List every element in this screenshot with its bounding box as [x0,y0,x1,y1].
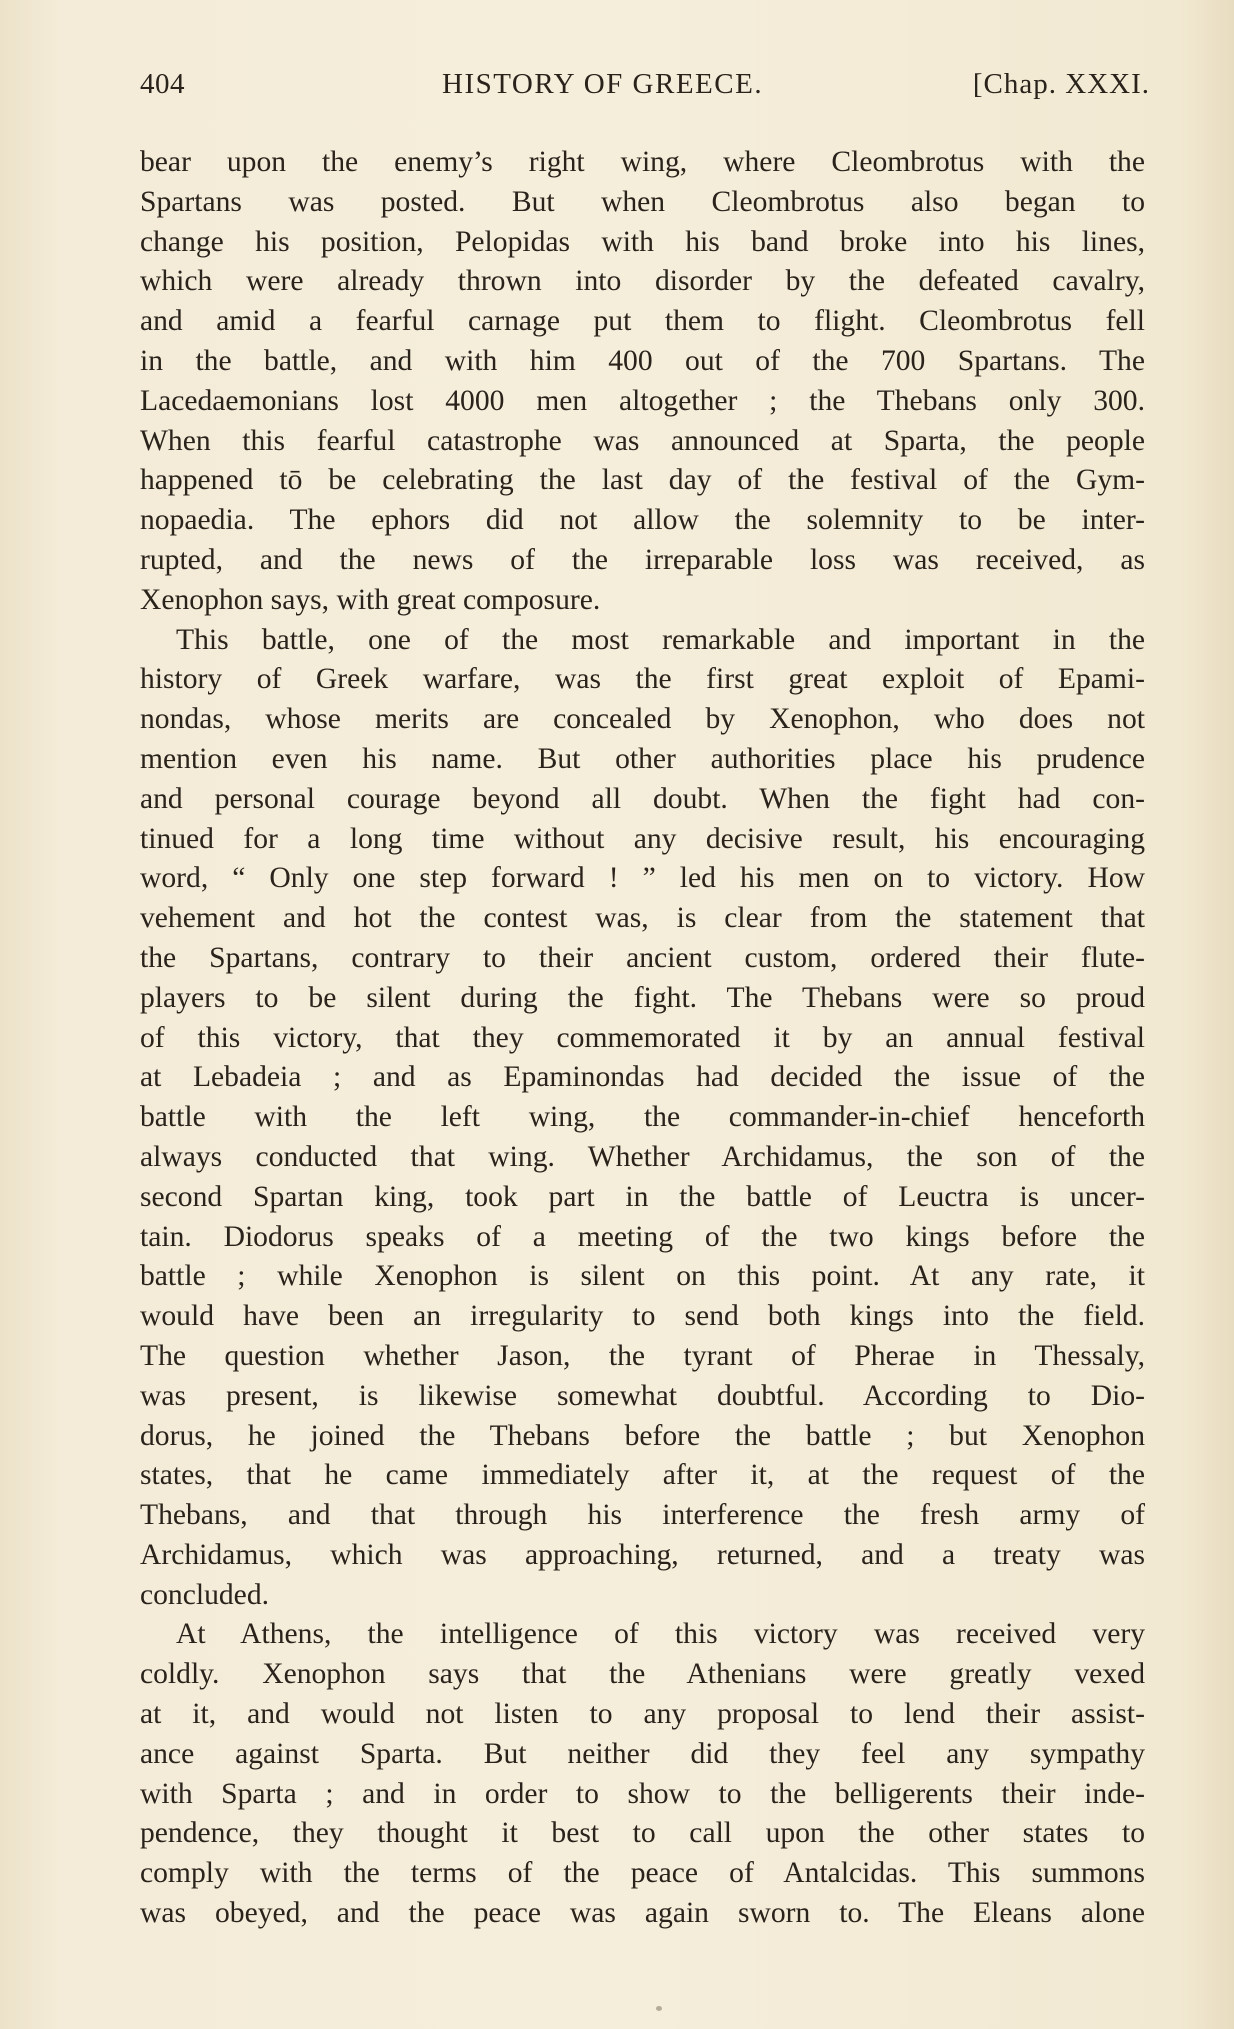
text-line: with Sparta ; and in order to show to the belligerents their inde- [140,1777,1145,1810]
text-line: states, that he came immediately after it, at the request of the [140,1459,1145,1492]
text-line: dorus, he joined the Thebans before the battle ; but Xenophon [140,1419,1145,1452]
text-line: battle with the left wing, the commander-in-chief henceforth [140,1101,1145,1134]
text-line: nondas, whose merits are concealed by Xenophon, who does not [140,703,1145,736]
text-line: second Spartan king, took part in the battle of Leuctra is uncer- [140,1180,1145,1213]
text-line: Spartans was posted. But when Cleombrotus also began to [140,185,1145,218]
text-line: always conducted that wing. Whether Archidamus, the son of the [140,1140,1145,1173]
body-text [140,143,1145,1934]
text-line: Thebans, and that through his interference the fresh army of [140,1499,1145,1532]
text-line: tinued for a long time without any decisive result, his encouraging [140,822,1145,855]
text-line: At Athens, the intelligence of this victory was received very [176,1618,1145,1651]
text-line: tain. Diodorus speaks of a meeting of the two kings before the [140,1220,1145,1253]
text-line: players to be silent during the fight. The Thebans were so proud [140,981,1145,1014]
text-line: which were already thrown into disorder by the defeated cavalry, [140,265,1145,298]
text-line: Archidamus, which was approaching, returned, and a treaty was [140,1538,1145,1571]
text-line: coldly. Xenophon says that the Athenians were greatly vexed [140,1658,1145,1691]
chapter-label: [Chap. XXXI. [972,68,1150,100]
text-line: word, “ Only one step forward ! ” led his men on to victory. How [140,862,1145,895]
text-line: The question whether Jason, the tyrant of Pherae in Thessaly, [140,1339,1145,1372]
text-line: change his position, Pelopidas with his band broke into his lines, [140,225,1145,258]
running-title: HISTORY OF GREECE. [442,68,764,100]
text-line: in the battle, and with him 400 out of the 700 Spartans. The [140,344,1145,377]
text-line: bear upon the enemy’s right wing, where Cleombrotus with the [140,146,1145,178]
text-line: at it, and would not listen to any proposal to lend their assist- [140,1698,1145,1731]
text-line: and personal courage beyond all doubt. When the fight had con- [140,782,1145,815]
text-line: This battle, one of the most remarkable and important in the [176,623,1145,656]
text-line: and amid a fearful carnage put them to flight. Cleombrotus fell [140,305,1145,338]
text-line: battle ; while Xenophon is silent on this point. At any rate, it [140,1260,1145,1293]
text-line: was present, is likewise somewhat doubtful. According to Dio- [140,1379,1145,1412]
text-line: comply with the terms of the peace of Antalcidas. This summons [140,1857,1145,1890]
text-line: pendence, they thought it best to call upon the other states to [140,1817,1145,1850]
text-line: Lacedaemonians lost 4000 men altogether ; the Thebans only 300. [140,384,1145,417]
text-line: happened tō be celebrating the last day of the festival of the Gym- [140,464,1145,497]
text-line: history of Greek warfare, was the first great exploit of Epami- [140,663,1145,696]
text-line: at Lebadeia ; and as Epaminondas had decided the issue of the [140,1061,1145,1094]
paper-speck [656,2006,662,2011]
text-line: Xenophon says, with great composure. [140,583,601,616]
text-line: rupted, and the news of the irreparable loss was received, as [140,543,1145,576]
text-line: nopaedia. The ephors did not allow the solemnity to be inter- [140,504,1145,537]
page-number: 404 [140,68,185,100]
text-line: concluded. [140,1578,270,1611]
text-line: When this fearful catastrophe was announced at Sparta, the people [140,424,1145,457]
text-line: mention even his name. But other authorities place his prudence [140,742,1145,775]
text-line: ance against Sparta. But neither did they feel any sympathy [140,1737,1145,1770]
running-header [140,68,1150,108]
text-line: the Spartans, contrary to their ancient custom, ordered their flute- [140,941,1145,974]
text-line: was obeyed, and the peace was again sworn to. The Eleans alone [140,1897,1145,1930]
text-line: would have been an irregularity to send both kings into the field. [140,1300,1145,1333]
text-line: of this victory, that they commemorated it by an annual festival [140,1021,1145,1054]
text-line: vehement and hot the contest was, is clear from the statement that [140,902,1145,935]
